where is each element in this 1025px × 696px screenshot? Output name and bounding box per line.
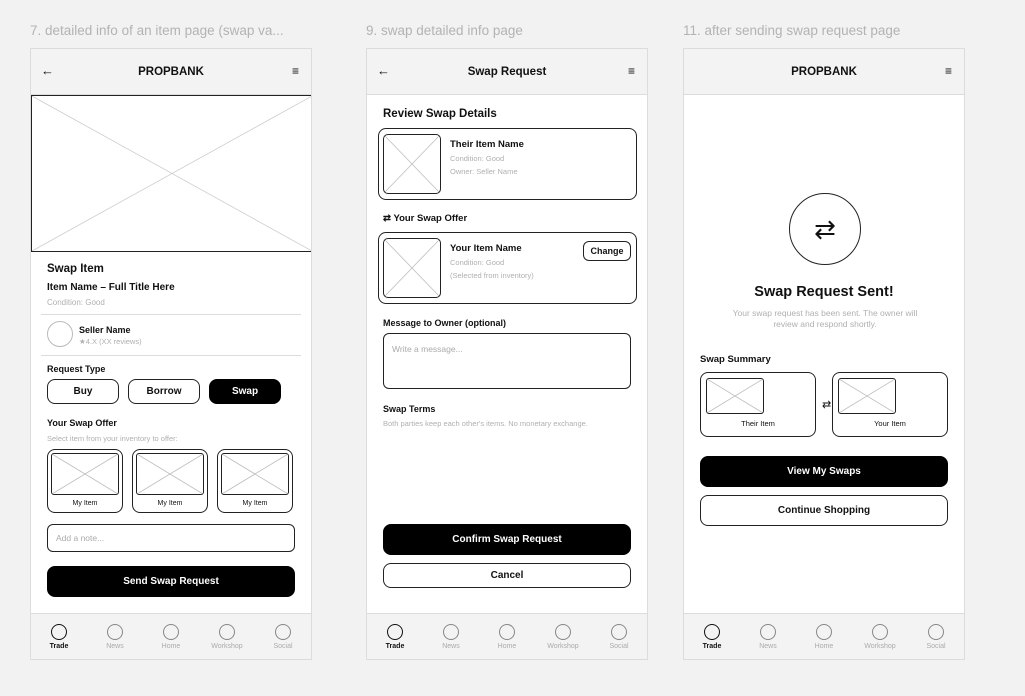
review-title: Review Swap Details	[383, 108, 497, 120]
screen-item-detail	[30, 48, 312, 660]
their-item-label: Their Item	[741, 419, 775, 428]
trade-icon	[387, 624, 403, 640]
nav-label: Home	[497, 642, 517, 650]
nav-workshop[interactable]	[203, 624, 251, 650]
their-item-condition: Condition: Good	[450, 154, 505, 163]
nav-workshop[interactable]	[539, 624, 587, 650]
item-condition: Condition: Good	[47, 298, 105, 307]
their-item-thumbnail	[706, 378, 764, 414]
success-title: Swap Request Sent!	[754, 284, 894, 300]
item-thumbnail	[136, 453, 204, 495]
your-item-thumbnail	[383, 238, 441, 298]
send-swap-request-button[interactable]: Send Swap Request	[47, 566, 295, 597]
swap-success-icon	[789, 193, 861, 265]
item-name: Item Name – Full Title Here	[47, 282, 175, 293]
item-thumbnail	[221, 453, 289, 495]
home-icon	[816, 624, 832, 640]
your-item-thumbnail	[838, 378, 896, 414]
their-item-card	[378, 128, 637, 200]
news-icon	[443, 624, 459, 640]
inventory-item-card[interactable]	[47, 449, 123, 513]
top-bar	[31, 49, 311, 95]
swap-summary-title: Swap Summary	[700, 354, 771, 365]
success-subtitle: Your swap request has been sent. The owner will review and respond shortly.	[732, 308, 918, 329]
workshop-icon	[219, 624, 235, 640]
avatar[interactable]	[47, 321, 73, 347]
workshop-icon	[555, 624, 571, 640]
bottom-nav	[367, 613, 647, 659]
screen-swap-request	[366, 48, 648, 660]
trade-icon	[704, 624, 720, 640]
borrow-button[interactable]: Borrow	[128, 379, 200, 404]
app-title: PROPBANK	[791, 65, 857, 78]
news-icon	[107, 624, 123, 640]
top-bar	[367, 49, 647, 95]
summary-your-item	[832, 372, 948, 437]
nav-news[interactable]	[744, 624, 792, 650]
message-label: Message to Owner (optional)	[383, 318, 507, 328]
note-input[interactable]: Add a note...	[47, 524, 295, 552]
their-item-name: Their Item Name	[450, 139, 524, 150]
buy-button[interactable]: Buy	[47, 379, 119, 404]
nav-label: Social	[609, 642, 629, 650]
nav-label: Trade	[702, 642, 722, 650]
message-input[interactable]: Write a message...	[383, 333, 631, 389]
home-icon	[499, 624, 515, 640]
screen-swap-sent	[683, 48, 965, 660]
their-item-owner: Owner: Seller Name	[450, 167, 518, 176]
cancel-button[interactable]: Cancel	[383, 563, 631, 588]
nav-news[interactable]	[91, 624, 139, 650]
change-button[interactable]: Change	[583, 241, 631, 261]
view-my-swaps-button[interactable]: View My Swaps	[700, 456, 948, 487]
frame-title-1: 7. detailed info of an item page (swap va...	[30, 23, 284, 38]
nav-label: News	[106, 642, 124, 650]
nav-trade[interactable]	[371, 624, 419, 650]
inventory-item-card[interactable]	[217, 449, 293, 513]
seller-name[interactable]: Seller Name	[79, 325, 131, 335]
swap-button[interactable]: Swap	[209, 379, 281, 404]
top-bar	[684, 49, 964, 95]
your-item-name: Your Item Name	[450, 243, 522, 254]
exchange-arrows-icon: ⇄	[822, 399, 832, 411]
your-item-card	[378, 232, 637, 304]
request-type-label: Request Type	[47, 364, 106, 374]
menu-icon[interactable]: ≡	[944, 64, 952, 78]
nav-label: News	[442, 642, 460, 650]
frame-title-3: 11. after sending swap request page	[683, 23, 901, 38]
app-title: PROPBANK	[138, 65, 204, 78]
nav-label: Social	[926, 642, 946, 650]
bottom-nav	[684, 613, 964, 659]
nav-label: Workshop	[211, 642, 243, 650]
seller-rating: ★4.X (XX reviews)	[79, 337, 142, 346]
nav-trade[interactable]	[35, 624, 83, 650]
back-arrow-icon[interactable]: ←	[41, 63, 54, 78]
divider	[41, 314, 301, 315]
nav-social[interactable]	[259, 624, 307, 650]
frame-title-2: 9. swap detailed info page	[366, 23, 523, 38]
your-item-condition: Condition: Good	[450, 258, 505, 267]
workshop-icon	[872, 624, 888, 640]
nav-label: Social	[273, 642, 293, 650]
nav-social[interactable]	[912, 624, 960, 650]
your-item-label: Your Item	[874, 419, 906, 428]
swap-arrows-icon: ⇄	[814, 213, 836, 244]
swap-arrows-icon: ⇄	[383, 213, 391, 224]
nav-label: Trade	[49, 642, 69, 650]
nav-home[interactable]	[483, 624, 531, 650]
news-icon	[760, 624, 776, 640]
nav-news[interactable]	[427, 624, 475, 650]
swap-offer-heading	[383, 213, 467, 224]
swap-offer-hint: Select item from your inventory to offer:	[47, 434, 178, 443]
item-label: My Item	[157, 500, 183, 507]
nav-label: Workshop	[864, 642, 896, 650]
nav-social[interactable]	[595, 624, 643, 650]
nav-label: Home	[814, 642, 834, 650]
bottom-nav	[31, 613, 311, 659]
your-item-source: (Selected from inventory)	[450, 271, 534, 280]
item-label: My Item	[72, 500, 98, 507]
home-icon	[163, 624, 179, 640]
divider	[41, 355, 301, 356]
swap-offer-title: Your Swap Offer	[47, 418, 117, 428]
item-label: My Item	[242, 500, 268, 507]
item-thumbnail	[51, 453, 119, 495]
nav-label: Trade	[385, 642, 405, 650]
confirm-swap-request-button[interactable]: Confirm Swap Request	[383, 524, 631, 555]
nav-home[interactable]	[800, 624, 848, 650]
nav-trade[interactable]	[688, 624, 736, 650]
nav-label: News	[759, 642, 777, 650]
nav-home[interactable]	[147, 624, 195, 650]
continue-shopping-button[interactable]: Continue Shopping	[700, 495, 948, 526]
social-icon	[611, 624, 627, 640]
swap-terms-text: Both parties keep each other's items. No monetary exchange.	[383, 419, 588, 428]
menu-icon[interactable]: ≡	[627, 64, 635, 78]
trade-icon	[51, 624, 67, 640]
social-icon	[928, 624, 944, 640]
screen-title: Swap Request	[467, 65, 547, 78]
nav-label: Workshop	[547, 642, 579, 650]
inventory-item-card[interactable]	[132, 449, 208, 513]
section-title: Swap Item	[47, 263, 104, 275]
back-arrow-icon[interactable]: ←	[377, 63, 390, 78]
their-item-thumbnail	[383, 134, 441, 194]
social-icon	[275, 624, 291, 640]
menu-icon[interactable]: ≡	[291, 64, 299, 78]
nav-label: Home	[161, 642, 181, 650]
swap-terms-title: Swap Terms	[383, 404, 436, 414]
summary-their-item	[700, 372, 816, 437]
item-image-placeholder	[31, 95, 312, 252]
swap-offer-title: Your Swap Offer	[393, 213, 468, 224]
nav-workshop[interactable]	[856, 624, 904, 650]
